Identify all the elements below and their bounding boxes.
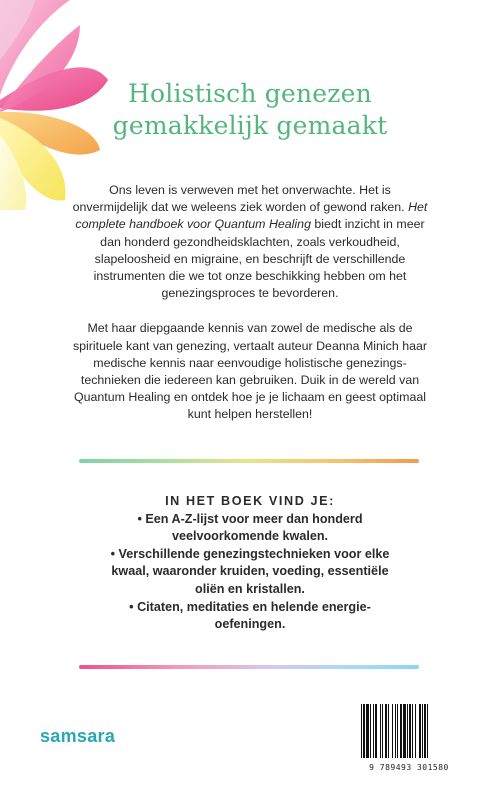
- feature-item: • Citaten, meditaties en helende energie-oefeningen.: [129, 599, 371, 632]
- description-p1-start: Ons leven is verweven met het onverwachte. Het is onvermijdelijk dat we weleens ziek worden of gewond raken.: [72, 183, 409, 215]
- barcode-bar: [407, 704, 408, 758]
- barcode-bar: [370, 704, 371, 758]
- barcode-bar: [427, 704, 428, 758]
- barcode-bar: [415, 704, 416, 758]
- isbn-barcode: [355, 700, 463, 774]
- isbn-digits: 9 789493 301580: [369, 763, 449, 772]
- barcode-bar: [400, 704, 402, 758]
- barcode-bar: [397, 704, 398, 758]
- book-title-inline: Het complete handboek voor Quantum Healing: [75, 200, 428, 232]
- description-p1-end: biedt inzicht in meer dan honderd gezondheidsklachten, zoals verkoudheid, slapeloosheid en migraine, en beschrijft de verschillende instrumenten die we tot onze beschikking hebben om het genezingsproces te bevorderen.: [93, 217, 425, 301]
- gradient-divider-top: [79, 459, 419, 463]
- title-line-2: gemakkelijk gemaakt: [112, 111, 388, 140]
- barcode-bar: [375, 704, 377, 758]
- barcode-bar: [403, 704, 406, 758]
- barcode-bar: [382, 704, 383, 758]
- feature-item: • Een A-Z-lijst voor meer dan honderd veelvoorkomende kwalen.: [137, 511, 363, 544]
- title-line-1: Holistisch genezen: [128, 79, 372, 108]
- barcode-bar: [361, 704, 362, 758]
- barcode-bar: [363, 704, 365, 758]
- barcode-bar: [422, 704, 423, 758]
- description-paragraph-2: Met haar diepgaande kennis van zowel de medische als de spirituele kant van genezing, vertaalt auteur Deanna Minich haar medische kennis naar eenvoudige holistische genezings-technieken die iedereen kan gebruiken. Duik in de wereld van Quantum Healing en ontdek hoe je je lichaam en geest optimaal kunt helpen herstellen!: [72, 321, 428, 422]
- barcode-bar: [385, 704, 387, 758]
- barcode-bar: [392, 704, 393, 758]
- barcode-bar: [419, 704, 421, 758]
- barcode-bar: [424, 704, 426, 758]
- barcode-bar: [373, 704, 374, 758]
- barcode-bar: [412, 704, 413, 758]
- barcode-bar: [366, 704, 369, 758]
- features-heading: IN HET BOEK VIND JE:: [165, 494, 335, 508]
- barcode-bar: [380, 704, 381, 758]
- publisher-logo: samsara: [40, 726, 116, 746]
- back-cover-title: [0, 78, 500, 142]
- barcode-bar: [395, 704, 396, 758]
- barcode-bars: [355, 700, 463, 762]
- description-paragraph-1: [72, 182, 428, 302]
- description-block: [72, 182, 428, 442]
- barcode-bar: [409, 704, 411, 758]
- gradient-divider-bottom: [79, 665, 419, 669]
- feature-item: • Verschillende genezingstechnieken voor elke kwaal, waaronder kruiden, voeding, essentiële oliën en kristallen.: [110, 546, 390, 596]
- barcode-bar: [388, 704, 389, 758]
- features-list: [100, 493, 400, 634]
